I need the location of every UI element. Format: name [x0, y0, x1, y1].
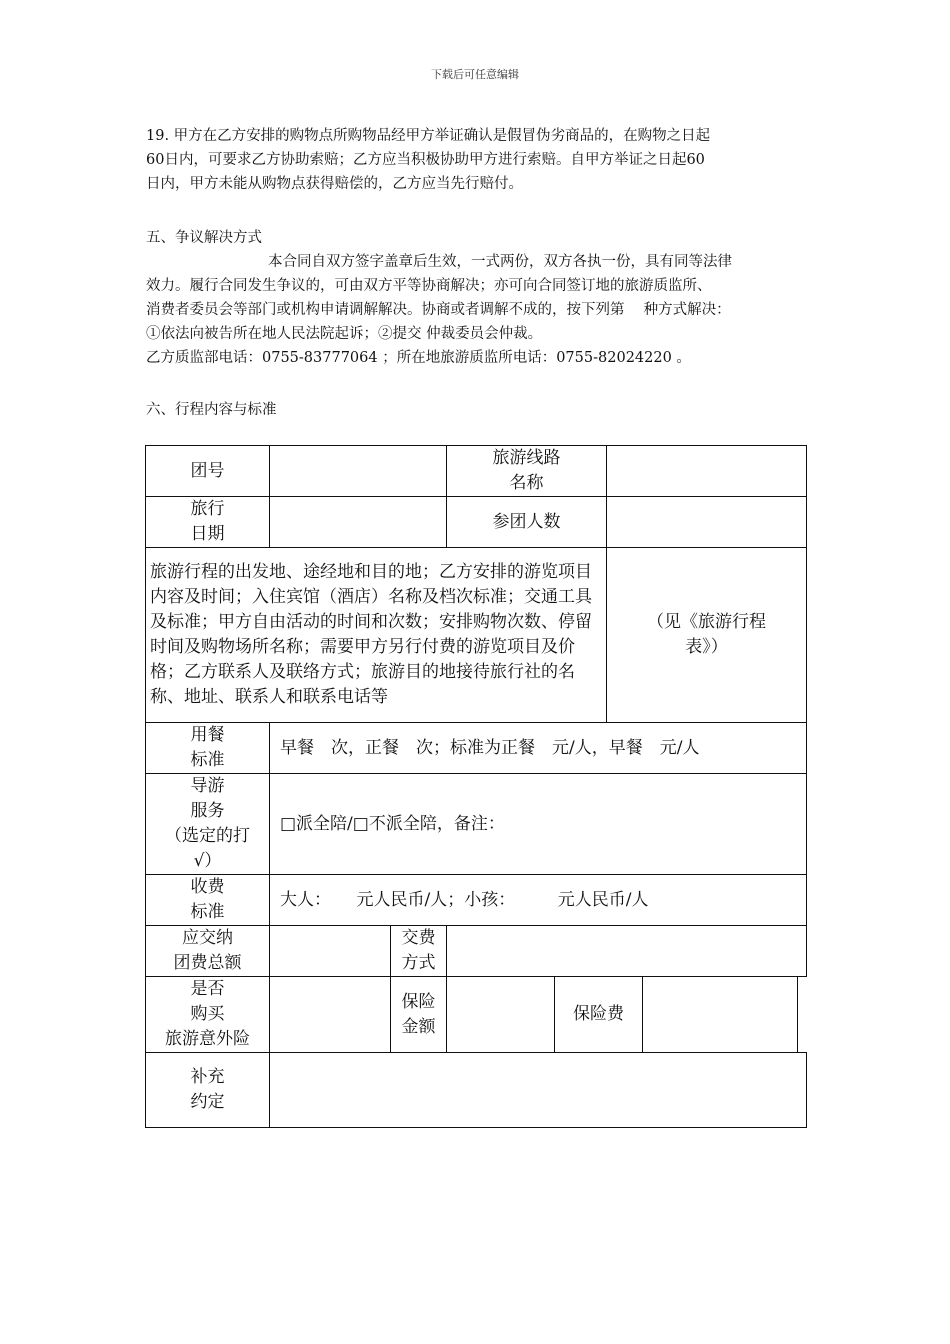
clause-19: [146, 124, 816, 196]
insured-amount-value[interactable]: [447, 977, 555, 1053]
participants-value[interactable]: [607, 497, 807, 548]
section-5-title: 五、争议解决方式: [146, 230, 262, 246]
guide-service-value[interactable]: □派全陪/□不派全陪，备注：: [270, 774, 807, 875]
route-name-label: 旅游线路 名称: [447, 446, 607, 497]
section-5-line: ①依法向被告所在地人民法院起诉；②提交 仲裁委员会仲裁。: [146, 326, 543, 342]
page-header: 下载后可任意编辑: [431, 68, 519, 81]
itinerary-table: [145, 445, 807, 1128]
section-5-phone-line: 乙方质监部电话：0755-83777064 ；所在地旅游质监所电话：0755-82024220 。: [146, 350, 691, 366]
table-gap: [798, 977, 807, 1053]
premium-value[interactable]: [643, 977, 798, 1053]
fee-standard-value[interactable]: 大人： 元人民币/人；小孩： 元人民币/人: [270, 875, 807, 926]
section-6-title: 六、行程内容与标准: [146, 402, 277, 418]
itinerary-reference: （见《旅游行程 表》）: [607, 548, 807, 723]
route-name-value[interactable]: [607, 446, 807, 497]
itinerary-description: 旅游行程的出发地、途经地和目的地；乙方安排的游览项目内容及时间；入住宾馆（酒店）名称及档次标准；交通工具及标准；甲方自由活动的时间和次数；安排购物次数、停留时间及购物场所名称；需要甲方另行付费的游览项目及价格；乙方联系人及联络方式；旅游目的地接待旅行社的名称、地址、联系人和联系电话等: [146, 548, 607, 723]
insured-amount-label: 保险 金额: [391, 977, 447, 1053]
premium-label: 保险费: [555, 977, 643, 1053]
travel-date-label: 旅行 日期: [146, 497, 270, 548]
supplement-label: 补充 约定: [146, 1053, 270, 1128]
payment-method-label: 交费 方式: [391, 926, 447, 977]
clause-19-line: 19. 甲方在乙方安排的购物点所购物品经甲方举证确认是假冒伪劣商品的，在购物之日起: [146, 128, 711, 144]
fee-standard-label: 收费 标准: [146, 875, 270, 926]
section-5-line: 本合同自双方签字盖章后生效，一式两份，双方各执一份，具有同等法律: [268, 254, 732, 270]
clause-19-line: 60日内，可要求乙方协助索赔；乙方应当积极协助甲方进行索赔。自甲方举证之日起60: [146, 152, 705, 168]
group-no-label: 团号: [146, 446, 270, 497]
meal-standard-value[interactable]: 早餐 次，正餐 次；标准为正餐 元/人，早餐 元/人: [270, 723, 807, 774]
travel-date-value[interactable]: [270, 497, 447, 548]
meal-standard-label: 用餐 标准: [146, 723, 270, 774]
section-5-line: 消费者委员会等部门或机构申请调解解决。协商或者调解不成的，按下列第 种方式解决：: [146, 302, 731, 318]
clause-19-line: 日内，甲方未能从购物点获得赔偿的，乙方应当先行赔付。: [146, 176, 523, 192]
total-fee-label: 应交纳 团费总额: [146, 926, 270, 977]
participants-label: 参团人数: [447, 497, 607, 548]
total-fee-value[interactable]: [270, 926, 391, 977]
section-5-line: 效力。履行合同发生争议的，可由双方平等协商解决；亦可向合同签订地的旅游质监所、: [146, 278, 712, 294]
group-no-value[interactable]: [270, 446, 447, 497]
guide-service-label: 导游 服务 （选定的打 √）: [146, 774, 270, 875]
payment-method-value[interactable]: [447, 926, 807, 977]
insurance-purchase-value[interactable]: [270, 977, 391, 1053]
section-5-body: [146, 250, 816, 370]
supplement-value[interactable]: [270, 1053, 807, 1128]
insurance-purchase-label: 是否 购买 旅游意外险: [146, 977, 270, 1053]
